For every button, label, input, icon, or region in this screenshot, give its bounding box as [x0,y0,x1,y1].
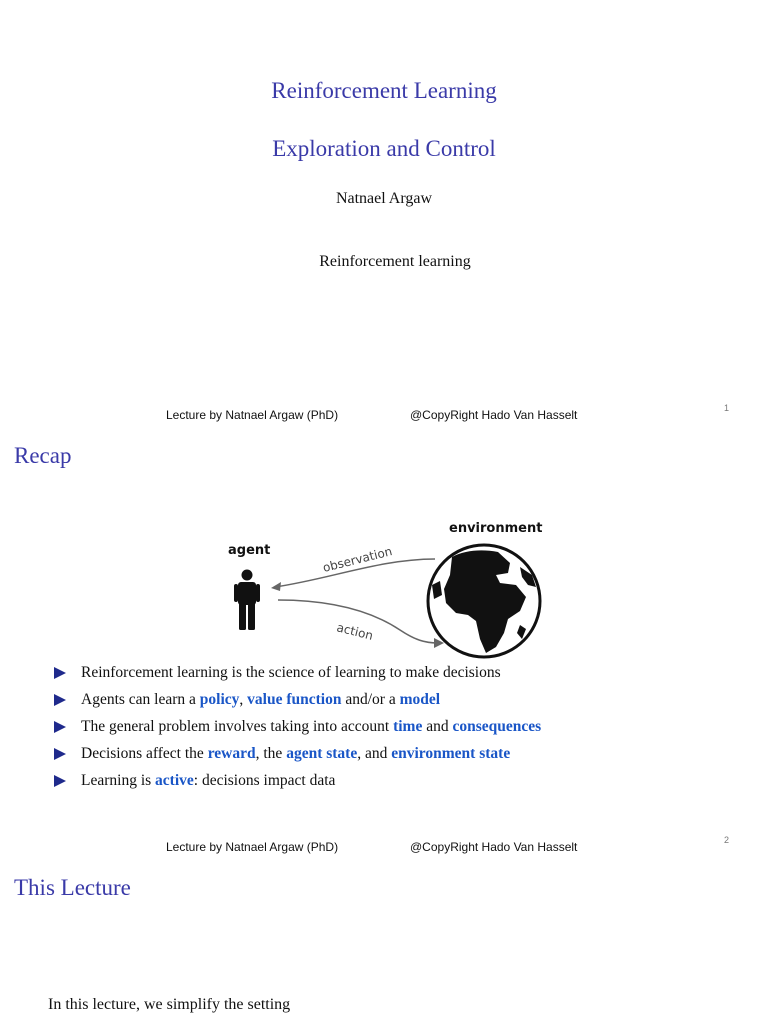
agent-environment-diagram [220,515,550,660]
bullet-text: , [239,691,248,708]
highlight-term: time [393,718,423,735]
bullet-text: Learning is [81,772,156,789]
environment-label: environment [449,521,543,536]
highlight-term: environment state [391,745,511,762]
person-icon [234,570,260,631]
topic-label: Reinforcement learning [319,253,471,270]
highlight-term: consequences [452,718,542,735]
bullet-item [54,662,734,689]
highlight-term: agent state [286,745,358,762]
action-label: action [335,620,375,643]
bullet-text: , the [255,745,287,762]
globe-icon [428,545,540,657]
lecture-intro-text: In this lecture, we simplify the setting [48,996,291,1013]
page-number: 2 [724,835,730,845]
bullet-text: , and [357,745,392,762]
bullet-item [54,689,734,716]
slide-heading-this-lecture: This Lecture [14,875,131,900]
bullet-text: Decisions affect the [81,745,208,762]
agent-label: agent [228,543,271,558]
bullet-text: Agents can learn a [81,691,200,708]
author-name: Natnael Argaw [335,190,433,207]
footer-lecturer: Lecture by Natnael Argaw (PhD) [166,408,339,422]
bullet-item [54,716,734,743]
recap-bullet-list [54,662,734,797]
bullet-text: Reinforcement learning is the science of learning to make decisions [81,664,501,681]
bullet-item [54,770,734,797]
footer-lecturer: Lecture by Natnael Argaw (PhD) [166,840,339,854]
bullet-marker-icon [54,748,66,760]
slide-heading-recap: Recap [14,443,72,468]
bullet-marker-icon [54,694,66,706]
bullet-marker-icon [54,667,66,679]
highlight-term: reward [207,745,256,762]
bullet-item [54,743,734,770]
bullet-text: The general problem involves taking into account [81,718,394,735]
deck-subtitle: Exploration and Control [272,136,496,161]
highlight-term: policy [199,691,240,708]
bullet-text: and/or a [341,691,400,708]
footer-copyright: @CopyRight Hado Van Hasselt [410,408,578,422]
bullet-text: : decisions impact data [193,772,336,789]
highlight-term: value function [247,691,342,708]
observation-label: observation [321,544,394,575]
deck-title: Reinforcement Learning [271,78,497,103]
page-number: 1 [724,403,730,413]
bullet-marker-icon [54,721,66,733]
bullet-text: and [422,718,453,735]
highlight-term: model [399,691,441,708]
footer-copyright: @CopyRight Hado Van Hasselt [410,840,578,854]
highlight-term: active [155,772,194,789]
bullet-marker-icon [54,775,66,787]
